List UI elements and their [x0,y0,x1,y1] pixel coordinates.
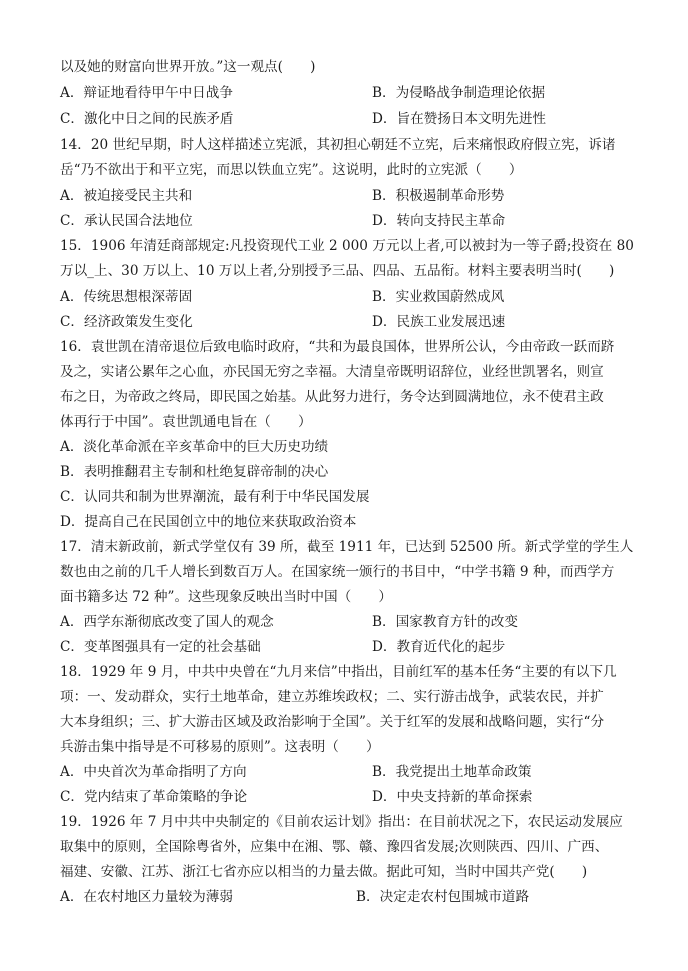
q16-stem-line-1: 16．袁世凯在清帝退位后致电临时政府，“共和为最良国体，世界所公认，今由帝政一跃而跻 [60,339,615,355]
q18-option-c: C．党内结束了革命策略的争论 [60,789,248,805]
q16-stem-line-4: 体再行于中国”。袁世凯通电旨在（ ） [60,414,312,430]
q19-stem-line-3: 福建、安徽、江苏、浙江七省亦应以相当的力量去做。据此可知，当时中国共产党( ) [60,864,588,880]
q18-option-b: B．我党提出土地革命政策 [372,764,532,780]
q18-stem-line-3: 大本身组织；三、扩大游击区域及政治影响于全国”。关于红军的发展和战略问题，实行“分 [60,714,605,730]
q16-stem-line-2: 及之，实诸公累年之心血，亦民国无穷之幸福。大清皇帝既明诏辞位，业经世凯署名，则宣 [60,364,604,380]
q16-option-d: D．提高自己在民国创立中的地位来获取政治资本 [60,514,357,530]
q13-stem-tail: 以及她的财富向世界开放。”这一观点( ) [60,59,316,75]
q13-option-d: D．旨在赞扬日本文明先进性 [372,111,547,127]
q19-option-b: B．决定走农村包围城市道路 [356,889,530,905]
q19-stem-line-1: 19．1926 年 7 月中共中央制定的《目前农运计划》指出：在目前状况之下，农民运动发展应 [60,814,623,830]
q18-stem-line-1: 18．1929 年 9 月，中共中央曾在“九月来信”中指出，目前红军的基本任务“主要的有以下几 [60,664,617,680]
q14-option-a: A．被迫接受民主共和 [60,188,193,204]
q15-option-b: B．实业救国蔚然成风 [372,289,505,305]
q16-stem-line-3: 布之日，为帝政之终局，即民国之始基。从此努力进行，务令达到圆满地位，永不使君主政 [60,389,604,405]
q16-option-b: B．表明推翻君主专制和杜绝复辟帝制的决心 [60,464,329,480]
q14-option-c: C．承认民国合法地位 [60,213,193,229]
q18-option-d: D．中央支持新的革命探索 [372,789,533,805]
q16-option-a: A．淡化革命派在辛亥革命中的巨大历史功绩 [60,439,329,455]
q17-stem-line-3: 面书籍多达 72 种”。这些现象反映出当时中国（ ） [60,589,392,605]
q15-stem-line-1: 15．1906 年清廷商部规定:凡投资现代工业 2 000 万元以上者,可以被封为一等子爵;投资在 80 [60,238,634,254]
q17-option-d: D．教育近代化的起步 [372,639,506,655]
q13-option-b: B．为侵略战争制造理论依据 [372,85,546,101]
q19-option-a: A．在农村地区力量较为薄弱 [60,889,233,905]
q17-option-c: C．变革图强具有一定的社会基础 [60,639,261,655]
q15-option-c: C．经济政策发生变化 [60,314,193,330]
q14-option-b: B．积极遏制革命形势 [372,188,505,204]
q18-stem-line-4: 兵游击集中指导是不可移易的原则”。这表明（ ） [60,739,380,755]
q16-option-c: C．认同共和制为世界潮流，最有利于中华民国发展 [60,489,370,505]
q15-option-d: D．民族工业发展迅速 [372,314,506,330]
q14-option-d: D．转向支持民主革命 [372,213,506,229]
q19-stem-line-2: 取集中的原则，全国除粤省外，应集中在湘、鄂、赣、豫四省发展;次则陕西、四川、广西、 [60,839,609,855]
q17-stem-line-1: 17．清末新政前，新式学堂仅有 39 所，截至 1911 年，已达到 52500 所。新式学堂的学生人 [60,539,634,555]
q17-option-a: A．西学东渐彻底改变了国人的观念 [60,614,274,630]
q18-option-a: A．中央首次为革命指明了方向 [60,764,247,780]
q17-stem-line-2: 数也由之前的几千人增长到数百万人。在国家统一颁行的书目中，“中学书籍 9 种，而西学方 [60,564,615,580]
q14-stem-line-2: 岳“乃不欲出于和平立宪，而思以铁血立宪”。这说明，此时的立宪派（ ） [60,162,523,178]
q13-option-a: A．辩证地看待甲午中日战争 [60,85,233,101]
q14-stem-line-1: 14．20 世纪早期，时人这样描述立宪派，其初担心朝廷不立宪，后来痛恨政府假立宪，诉诸 [60,137,616,153]
q15-option-a: A．传统思想根深蒂固 [60,289,193,305]
q18-stem-line-2: 项：一、发动群众，实行土地革命，建立苏维埃政权；二、实行游击战争，武装农民，并扩 [60,689,604,705]
q13-option-c: C．激化中日之间的民族矛盾 [60,111,234,127]
q15-stem-line-2: 万以_上、30 万以上、10 万以上者,分别授予三品、四品、五品衔。材料主要表明当时( ) [60,263,615,279]
q17-option-b: B．国家教育方针的改变 [372,614,518,630]
